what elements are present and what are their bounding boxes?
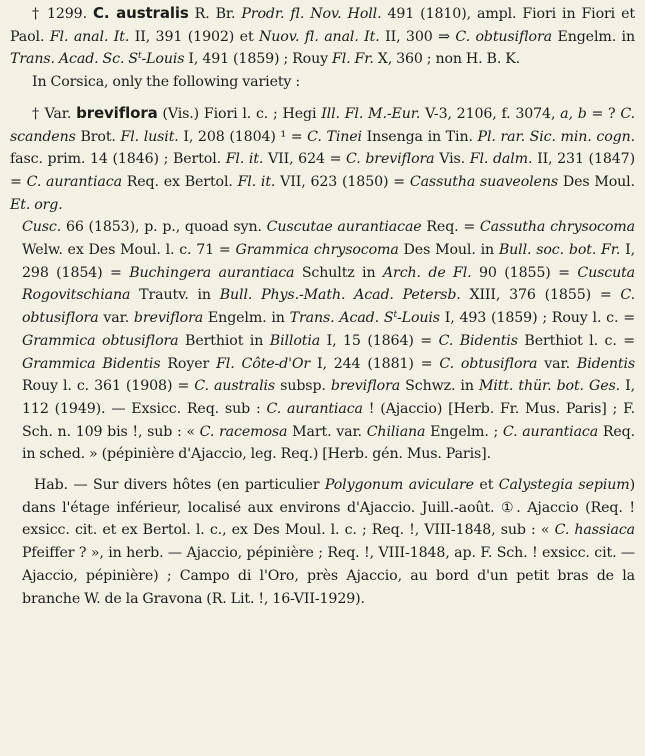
spacer: [10, 94, 635, 102]
variety-name: breviflora: [76, 103, 158, 122]
species-number: 1299.: [46, 6, 87, 22]
habitat-block: Hab. — Sur divers hôtes (en particulier Polygonum aviculare et Calystegia sepium) dans l'étage inférieur, localisé aux environs d'Ajaccio. Juill.-août. ①. Ajaccio (Req. ! exsicc. cit. et ex Bertol. l. c., ex Des Moul. l. c. ; Req. !, VIII-1848, sub : « C. hassiaca Pfeiffer ? », in herb. — Ajaccio, pépinière ; Req. !, VIII-1848, ap. F. Sch. ! exsicc. cit. — Ajaccio, pépinière) ; Campo di l'Oro, près Ajaccio, au bord d'un petit bras de la branche W. de la Gravona (R. Lit. !, 16-VII-1929).: [22, 477, 636, 607]
variety-entry: † Var. breviflora (Vis.) Fiori l. c. ; Hegi Ill. Fl. M.-Eur. V-3, 2106, f. 3074, a, b = ? C. scandens Brot. Fl. lusit. I, 208 (1804) ¹ = C. Tinei Insenga in Tin. Pl. rar. Sic. min. cogn. fasc. prim. 14 (1846) ; Bertol. Fl. it. VII, 624 = C. breviflora Vis. Fl. dalm. II, 231 (1847) = C. aurantiaca Req. ex Bertol. Fl. it. VII, 623 (1850) = Cassutha suaveolens Des Moul. Et. org.: [10, 103, 635, 213]
spacer: [10, 466, 635, 474]
synonymy-block: Cusc. 66 (1853), p. p., quoad syn. Cuscutae aurantiacae Req. = Cassutha chrysocoma Welw. ex Des Moul. l. c. 71 = Grammica chrysocoma Des Moul. in Bull. soc. bot. Fr. I, 298 (1854) = Buchingera aurantiaca Schultz in Arch. de Fl. 90 (1855) = Cuscuta Rogovitschiana Trautv. in Bull. Phys.-Math. Acad. Petersb. XIII, 376 (1855) = C. obtusiflora var. breviflora Engelm. in Trans. Acad. $S^t$-Louis I, 493 (1859) ; Rouy l. c. = Grammica obtusiflora Berthiot in Billotia I, 15 (1864) = C. Bidentis Berthiot l. c. = Grammica Bidentis Royer Fl. Côte-d'Or I, 244 (1881) = C. obtusiflora var. Bidentis Rouy l. c. 361 (1908) = C. australis subsp. breviflora Schwz. in Mitt. thür. bot. Ges. I, 112 (1949). — Exsicc. Req. sub : C. aurantiaca ! (Ajaccio) [Herb. Fr. Mus. Paris] ; F. Sch. n. 109 bis !, sub : « C. racemosa Mart. var. Chiliana Engelm. ; C. aurantiaca Req. in sched. » (pépinière d'Ajaccio, leg. Req.) [Herb. gén. Mus. Paris].: [22, 219, 636, 463]
dagger-mark: †: [32, 6, 41, 22]
dagger-mark: †: [32, 105, 40, 122]
species-entry: † 1299. C. australis R. Br. Prodr. fl. Nov. Holl. 491 (1810), ampl. Fiori in Fiori et Paol. Fl. anal. It. II, 391 (1902) et Nuov. fl. anal. It. II, 300 ⇒ C. obtusiflora Engelm. in Trans. Acad. Sc. $S^t$-Louis I, 491 (1859) ; Rouy Fl. Fr. X, 360 ; non H. B. K.: [10, 4, 635, 68]
corsica-note: In Corsica, only the following variety :: [32, 74, 300, 91]
species-name: C. australis: [92, 4, 189, 22]
